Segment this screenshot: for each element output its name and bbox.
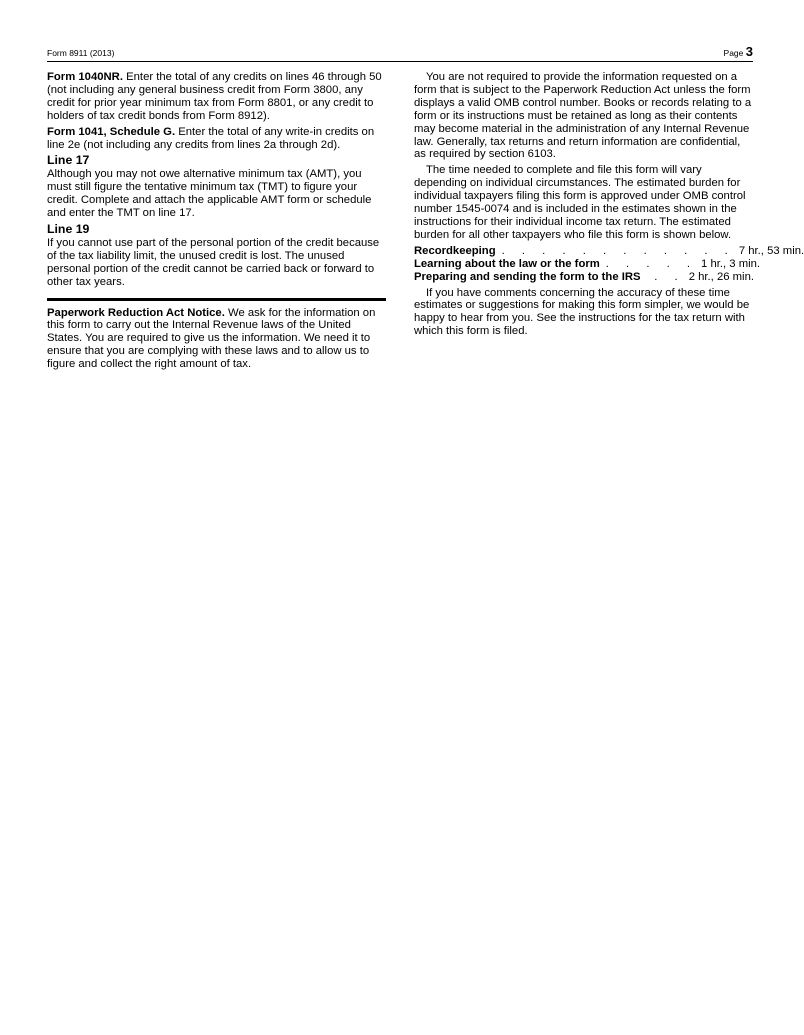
- leader-dots: . .: [654, 270, 685, 283]
- header-divider: [47, 61, 753, 62]
- page-word: Page: [723, 48, 744, 58]
- paperwork-notice-paragraph: [47, 307, 386, 372]
- form-1040nr-text: Enter the total of any credits on lines 46 through 50 (not including any general business credit from Form 3800, any credit for prior year minimum tax from Form 8801, or any credit to holders of tax credit bonds from Form 8912).: [47, 71, 382, 122]
- form-1041-paragraph: [47, 126, 386, 152]
- burden-label: Learning about the law or the form: [414, 257, 600, 270]
- page-number: 3: [745, 44, 753, 59]
- form-1040nr-paragraph: [47, 71, 386, 123]
- burden-label: Preparing and sending the form to the IRS: [414, 270, 641, 283]
- right-column: [414, 71, 804, 341]
- burden-intro-paragraph: The time needed to complete and file this form will vary depending on individual circumstances. The estimated burden for individual taxpayers filing this form is approved under OMB control number 1545-0074 and is included in the estimates shown in the instructions for their individual income tax return. The estimated burden for all other taxpayers who file this form is shown below.: [414, 164, 746, 241]
- comments-paragraph: If you have comments concerning the accuracy of these time estimates or suggestions for making this form simpler, we would be happy to hear from you. See the instructions for the tax return with which this form is filed.: [414, 286, 750, 338]
- left-column: [47, 71, 386, 374]
- burden-label: Recordkeeping: [414, 244, 496, 257]
- page-indicator: [724, 44, 753, 59]
- leader-dots: . . . . . . . . . . . .: [501, 244, 735, 257]
- burden-value: 1 hr., 3 min.: [701, 257, 761, 270]
- burden-row-preparing: [414, 271, 754, 284]
- leader-dots: . . . . .: [605, 257, 698, 270]
- burden-value: 2 hr., 26 min.: [688, 270, 754, 283]
- burden-row-recordkeeping: [414, 244, 804, 258]
- paperwork-notice-text: We ask for the information on this form to carry out the Internal Revenue laws of the United States. You are required to give us the information. We need it to ensure that you are complying with these laws and to allow us to figure and collect the right amount of tax.: [47, 306, 376, 371]
- section-divider: [47, 298, 386, 301]
- form-1041-text: Enter the total of any write-in credits on line 2e (not including any credits from lines 2a through 2d).: [47, 125, 375, 151]
- omb-paragraph: You are not required to provide the information requested on a form that is subject to the Paperwork Reduction Act unless the form displays a valid OMB control number. Books or records relating to a form or its instructions must be retained as long as their contents may become material in the administration of any Internal Revenue law. Generally, tax returns and return information are confidential, as required by section 6103.: [414, 71, 752, 161]
- form-1041-term: Form 1041, Schedule G.: [47, 125, 176, 138]
- line-17-heading: Line 17: [47, 153, 90, 168]
- burden-row-learning: [414, 257, 761, 271]
- line-19-heading: Line 19: [47, 221, 90, 236]
- form-label: Form 8911 (2013): [47, 48, 115, 58]
- form-1040nr-term: Form 1040NR.: [47, 71, 123, 83]
- line-19-text: If you cannot use part of the personal portion of the credit because of the tax liability limit, the unused credit is lost. The unused personal portion of the credit cannot be carried back or forward to other tax years.: [47, 236, 380, 288]
- line-17-text: Although you may not owe alternative minimum tax (AMT), you must still figure the tentative minimum tax (TMT) to figure your credit. Complete and attach the applicable AMT form or schedule and enter the TMT on line 17.: [47, 168, 372, 220]
- paperwork-notice-term: Paperwork Reduction Act Notice.: [47, 306, 225, 319]
- burden-value: 7 hr., 53 min.: [738, 244, 804, 257]
